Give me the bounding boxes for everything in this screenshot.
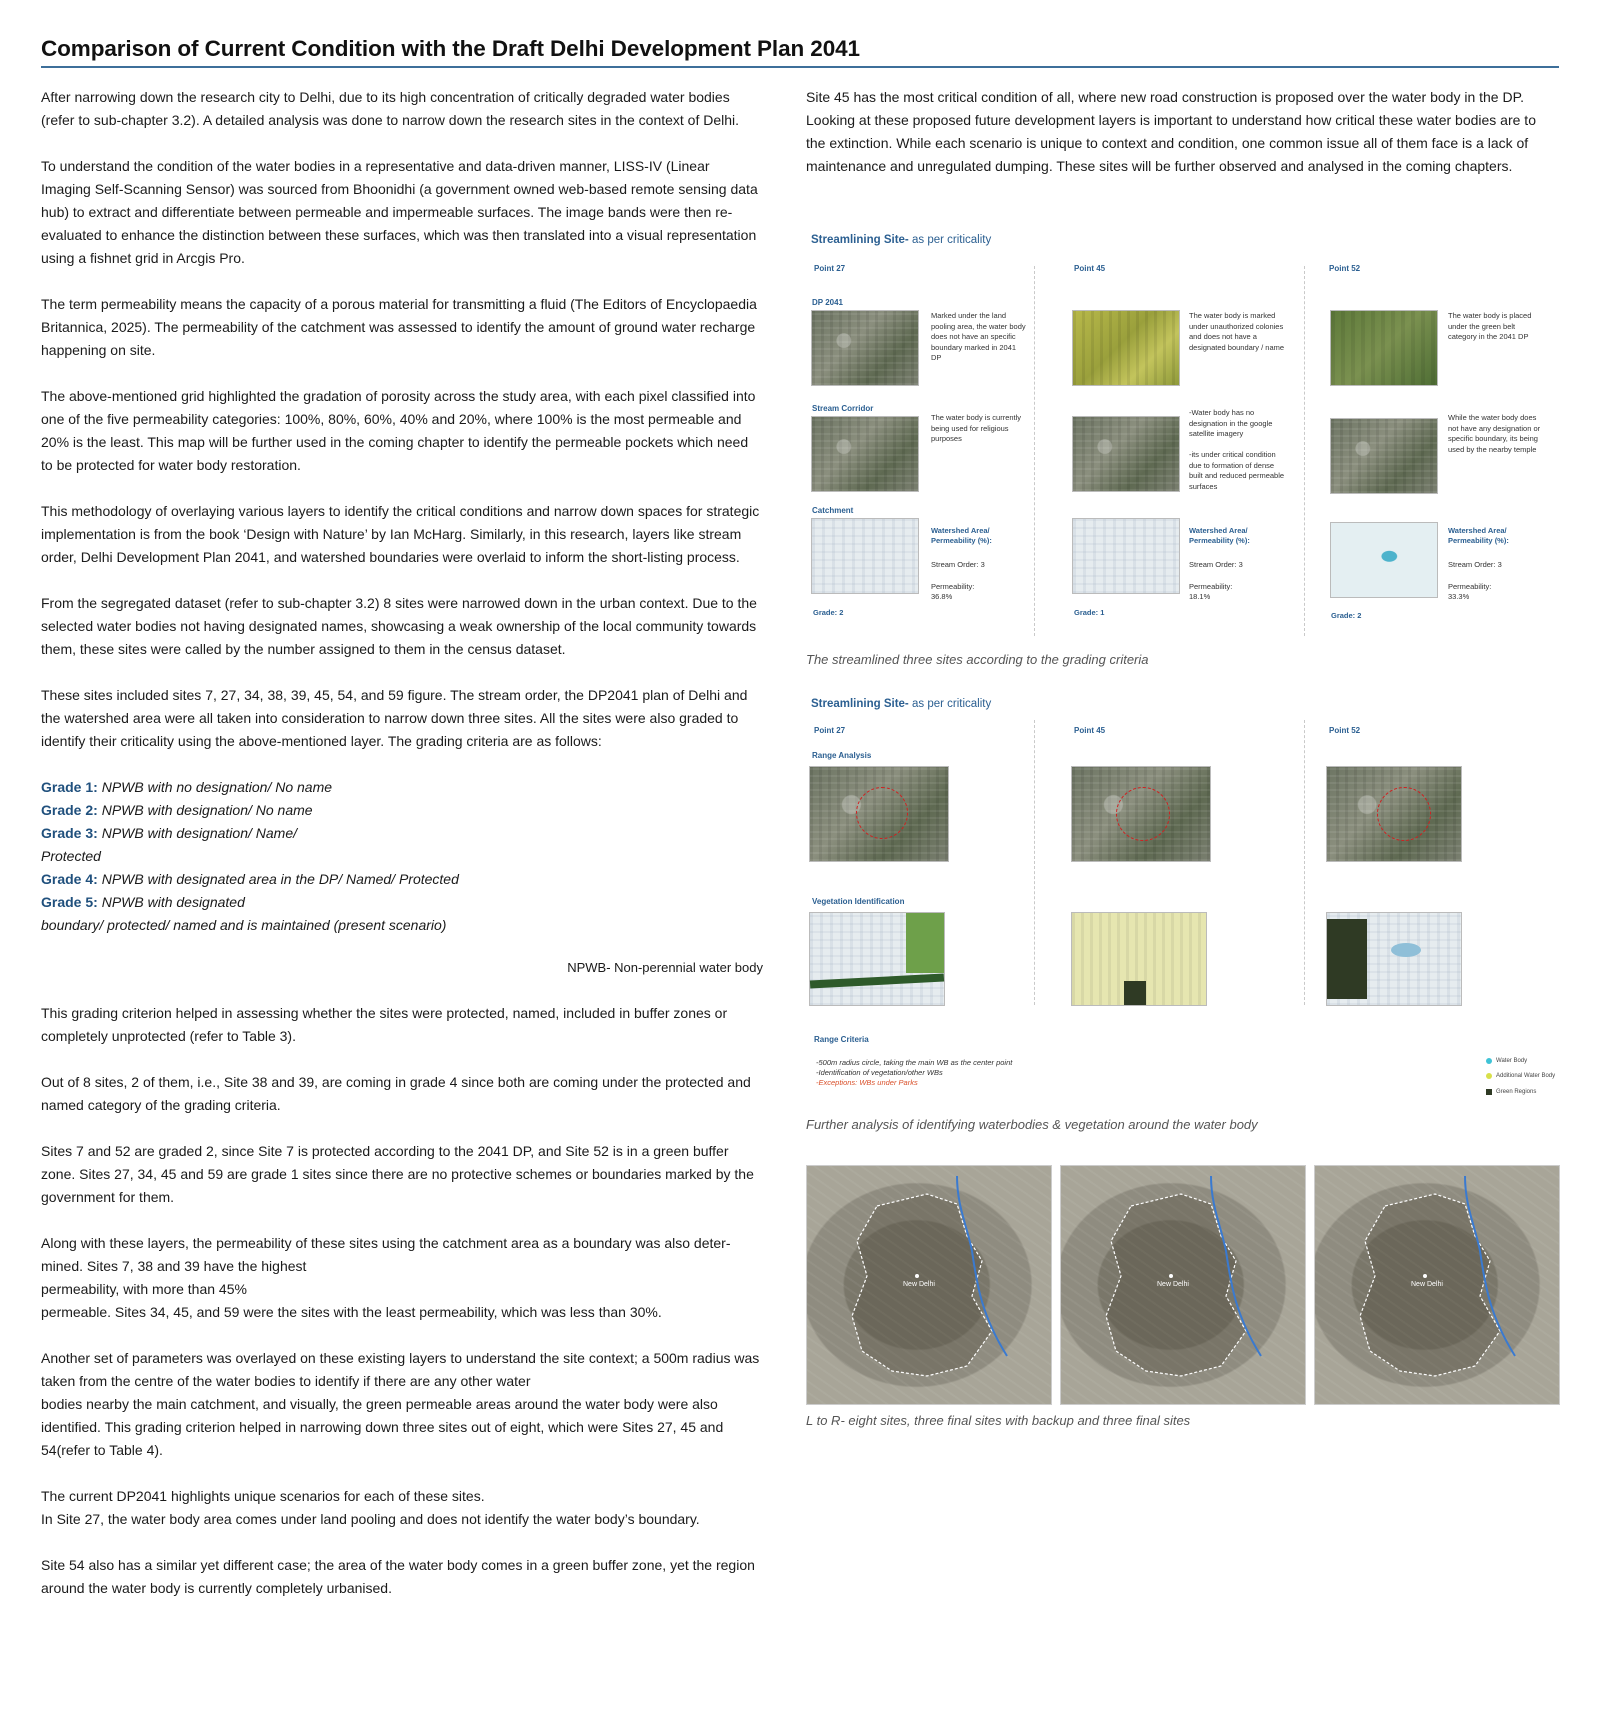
grade-label: Grade 3: [41, 825, 98, 841]
catchment-image [811, 518, 919, 594]
grade-label: Grade 1: [41, 779, 98, 795]
water-body-legend-swatch [1486, 1058, 1492, 1064]
grade-line [41, 845, 763, 868]
grade-label: Grade 5: [41, 894, 98, 910]
stream-corridor-image [1330, 418, 1438, 494]
page-title: Comparison of Current Condition with the Draft Delhi Development Plan 2041 [41, 36, 860, 61]
stream-order: Stream Order: 3 [931, 560, 985, 569]
paragraph: This grading criterion helped in assessing whether the sites were protected, named, included in buffer zones or completely unprotected (refer to Table 3). [41, 1005, 728, 1044]
grade-line [41, 799, 763, 822]
site-grade: Grade: 1 [1074, 608, 1105, 617]
vegetation-image [1071, 912, 1207, 1006]
point-label: Point 52 [1329, 726, 1361, 735]
range-criteria-list [816, 1058, 1012, 1088]
figure-title [811, 698, 991, 710]
grade-text: boundary/ protected/ named and is maintained (present scenario) [41, 917, 447, 933]
criteria-line: -Identification of vegetation/other WBs [816, 1068, 943, 1077]
paragraph [41, 1485, 763, 1531]
legend-label: Additional Water Body [1496, 1073, 1556, 1079]
figure-caption: The streamlined three sites according to the grading criteria [806, 652, 1149, 667]
grade-line [41, 822, 763, 845]
watershed-stats [1189, 526, 1285, 602]
paragraph [41, 1347, 763, 1462]
paragraph [41, 1232, 763, 1324]
permeability-label: Permeability: [931, 582, 975, 591]
map-city-label: New Delhi [1157, 1281, 1189, 1288]
paragraph: Sites 7 and 52 are graded 2, since Site 7 is protected according to the 2041 DP, and Site 52 is in a green buffer zone. Sites 27, 34, 45 and 59 are grade 1 sites since there are no protective schemes or boundaries marked by the government for them. [41, 1143, 754, 1205]
additional-water-body-legend-swatch [1486, 1073, 1492, 1079]
vegetation-image [1326, 912, 1462, 1006]
point-label: Point 27 [814, 726, 846, 735]
left-column [41, 86, 763, 1623]
dp2041-note: The water body is marked under unauthorized colonies and does not have a designated boundary / name [1189, 311, 1285, 352]
paragraph: The above-mentioned grid highlighted the gradation of porosity across the study area, with each pixel classified into one of the five permeability categories: 100%, 80%, 60%, 40% and 20%, where 100% is the most permeable and 20% is the least. This map will be further used in the coming chapter to identify the permeable pockets which need to be protected for water body restoration. [41, 388, 756, 473]
paragraph: Site 45 has the most critical condition of all, where new road construction is proposed over the water body in the DP. Looking at these proposed future development layers is important to understand how critical these water bodies are to the extinction. While each scenario is unique to context and condition, one common issue all of them face is a lack of maintenance and unregulated dumping. These sites will be further observed and analysed in the coming chapters. [806, 89, 1536, 174]
stream-corridor-note: While the water body does not have any designation or specific boundary, its being used by the nearby temple [1448, 413, 1541, 454]
point-label: Point 45 [1074, 264, 1106, 273]
column-divider [1034, 266, 1035, 636]
map-city-label: New Delhi [1411, 1281, 1443, 1288]
grade-line [41, 891, 763, 914]
delhi-map-eight-sites [806, 1165, 1052, 1405]
paragraph: The term permeability means the capacity of a porous material for transmitting a fluid (The Editors of Encyclopaedia Britannica, 2025). The permeability of the catchment was assessed to identify the amount of ground water recharge happening on site. [41, 296, 757, 358]
permeability-label: Permeability: [1448, 582, 1492, 591]
vegetation-image [809, 912, 945, 1006]
column-divider [1304, 720, 1305, 1005]
radius-circle [1377, 787, 1431, 841]
figure-caption: Further analysis of identifying waterbodies & vegetation around the water body [806, 1117, 1258, 1132]
grade-text: NPWB with designated [101, 894, 245, 910]
permeability-label: Permeability: [1189, 582, 1233, 591]
paragraph: Out of 8 sites, 2 of them, i.e., Site 38 and 39, are coming in grade 4 since both are coming under the protected and named category of the grading criteria. [41, 1074, 751, 1113]
row-label: Catchment [812, 506, 854, 515]
grade-line [41, 868, 763, 891]
stream-corridor-image [1072, 416, 1180, 492]
catchment-image [1072, 518, 1180, 594]
watershed-stats [931, 526, 1027, 602]
text-line: The current DP2041 highlights unique scenarios for each of these sites. [41, 1488, 485, 1504]
streamlining-figure-2 [806, 690, 1559, 1100]
green-region [810, 973, 944, 988]
text-line: bodies nearby the main catchment, and visually, the green permeable areas around the water body were also identified. This grading criterion helped in narrowing down three sites out of eight, which were Sites 27, 45 and 54(refer to Table 4). [41, 1396, 724, 1458]
dp2041-map-image [1072, 310, 1180, 386]
column-divider [1304, 266, 1305, 636]
legend-label: Water Body [1496, 1058, 1528, 1064]
grade-line [41, 776, 763, 799]
grade-label: Grade 2: [41, 802, 98, 818]
criteria-line: -Exceptions: WBs under Parks [816, 1078, 918, 1087]
stream-order: Stream Order: 3 [1189, 560, 1243, 569]
grade-text: Protected [41, 848, 101, 864]
permeability-value: 18.1% [1189, 592, 1211, 601]
delhi-map-three-sites-backup [1060, 1165, 1306, 1405]
text-line: Along with these layers, the permeability of these sites using the catchment area as a boundary was also deter- [41, 1235, 731, 1251]
delhi-map-three-final-sites [1314, 1165, 1560, 1405]
grade-text: NPWB with designated area in the DP/ Named/ Protected [101, 871, 459, 887]
permeability-value: 33.3% [1448, 592, 1470, 601]
grading-criteria-list [41, 776, 763, 937]
row-label: Stream Corridor [812, 404, 874, 413]
stream-corridor-image [811, 416, 919, 492]
title-divider [41, 66, 1559, 68]
figure-title-suffix: as per criticality [908, 234, 992, 246]
site-grade: Grade: 2 [1331, 611, 1362, 620]
stream-corridor-note: The water body is currently being used for religious purposes [931, 413, 1022, 443]
range-criteria-heading: Range Criteria [814, 1035, 869, 1044]
streamlining-figure-1 [806, 226, 1559, 636]
text-line: In Site 27, the water body area comes under land pooling and does not identify the water body’s boundary. [41, 1511, 700, 1527]
green-region [1124, 981, 1146, 1005]
watershed-heading: Watershed Area/ Permeability (%): [931, 526, 992, 545]
figure-caption: L to R- eight sites, three final sites with backup and three final sites [806, 1413, 1191, 1428]
figure-title-main: Streamlining Site- [811, 698, 909, 710]
figure-title [811, 234, 991, 246]
range-analysis-image [809, 766, 949, 862]
delhi-maps-figure [806, 1165, 1559, 1405]
paragraph: Site 54 also has a similar yet different case; the area of the water body comes in a green buffer zone, yet the region around the water body is currently completely urbanised. [41, 1557, 755, 1596]
dp2041-note: Marked under the land pooling area, the water body does not have an specific boundary marked in 2041 DP [931, 311, 1026, 362]
dp2041-map-image [811, 310, 919, 386]
green-region [906, 913, 944, 973]
npwb-footnote: NPWB- Non-perennial water body [567, 960, 763, 975]
right-column [806, 86, 1559, 201]
text-line: permeable. Sites 34, 45, and 59 were the sites with the least permeability, which was less than 30%. [41, 1304, 662, 1320]
point-label: Point 27 [814, 264, 846, 273]
watershed-heading: Watershed Area/ Permeability (%): [1189, 526, 1250, 545]
row-label: Range Analysis [812, 751, 872, 760]
figure-title-main: Streamlining Site- [811, 234, 909, 246]
row-label: Vegetation Identification [812, 897, 905, 906]
text-line: Another set of parameters was overlayed on these existing layers to understand the site context; a 500m radius was taken from the centre of the water bodies to identify if there are any other water [41, 1350, 760, 1389]
radius-circle [856, 787, 908, 839]
grade-text: NPWB with no designation/ No name [101, 779, 333, 795]
criteria-line: -500m radius circle, taking the main WB as the center point [816, 1058, 1013, 1067]
grade-label: Grade 4: [41, 871, 98, 887]
dp2041-note: The water body is placed under the green belt category in the 2041 DP [1448, 311, 1532, 341]
figure-title-suffix: as per criticality [908, 698, 992, 710]
watershed-stats [1448, 526, 1544, 602]
paragraph: After narrowing down the research city to Delhi, due to its high concentration of critically degraded water bodies (refer to sub-chapter 3.2). A detailed analysis was done to narrow down the research sites in the context of Delhi. [41, 89, 740, 128]
catchment-image [1330, 522, 1438, 598]
range-analysis-image [1326, 766, 1462, 862]
stream-order: Stream Order: 3 [1448, 560, 1502, 569]
point-label: Point 45 [1074, 726, 1106, 735]
radius-circle [1116, 787, 1170, 841]
green-region [1327, 919, 1367, 999]
paragraph: To understand the condition of the water bodies in a representative and data-driven manner, LISS-IV (Linear Imaging Self-Scanning Sensor) was sourced from Bhoonidhi (a government owned web-based remote sensing data hub) to extract and differentiate between permeable and impermeable surfaces. The image bands were then re-evaluated to enhance the distinction between these surfaces, which was then translated into a visual representation using a fishnet grid in Arcgis Pro. [41, 158, 758, 266]
grade-line [41, 914, 763, 937]
grade-text: NPWB with designation/ Name/ [101, 825, 298, 841]
row-label: DP 2041 [812, 298, 843, 307]
paragraph: This methodology of overlaying various layers to identify the critical conditions and narrow down spaces for strategic implementation is from the book ‘Design with Nature’ by Ian McHarg. Similarly, in this research, layers like stream order, Delhi Development Plan 2041, and watershed boundaries were overlaid to inform the short-listing process. [41, 503, 760, 565]
text-line: permeability, with more than 45% [41, 1281, 247, 1297]
green-regions-legend-swatch [1486, 1089, 1492, 1095]
column-divider [1034, 720, 1035, 1005]
watershed-heading: Watershed Area/ Permeability (%): [1448, 526, 1509, 545]
water-body-shape [1391, 943, 1421, 957]
permeability-value: 36.8% [931, 592, 953, 601]
range-analysis-image [1071, 766, 1211, 862]
paragraph: These sites included sites 7, 27, 34, 38, 39, 45, 54, and 59 figure. The stream order, the DP2041 plan of Delhi and the watershed area were all taken into consideration to narrow down three sites. All the sites were also graded to identify their criticality using the above-mentioned layer. The grading criteria are as follows: [41, 687, 748, 749]
stream-corridor-note: -Water body has no designation in the google satellite imagery -its under critical condition due to formation of dense built and reduced permeable surfaces [1189, 408, 1285, 491]
site-grade: Grade: 2 [813, 608, 844, 617]
text-line: mined. Sites 7, 38 and 39 have the highest [41, 1258, 307, 1274]
legend-label: Green Regions [1496, 1089, 1537, 1095]
point-label: Point 52 [1329, 264, 1361, 273]
map-city-label: New Delhi [903, 1281, 935, 1288]
paragraph: From the segregated dataset (refer to sub-chapter 3.2) 8 sites were narrowed down in the urban context. Due to the selected water bodies not having designated names, showcasing a weak ownership of the local community towards them, these sites were called by the number assigned to them in the census dataset. [41, 595, 757, 657]
dp2041-map-image [1330, 310, 1438, 386]
grade-text: NPWB with designation/ No name [101, 802, 313, 818]
